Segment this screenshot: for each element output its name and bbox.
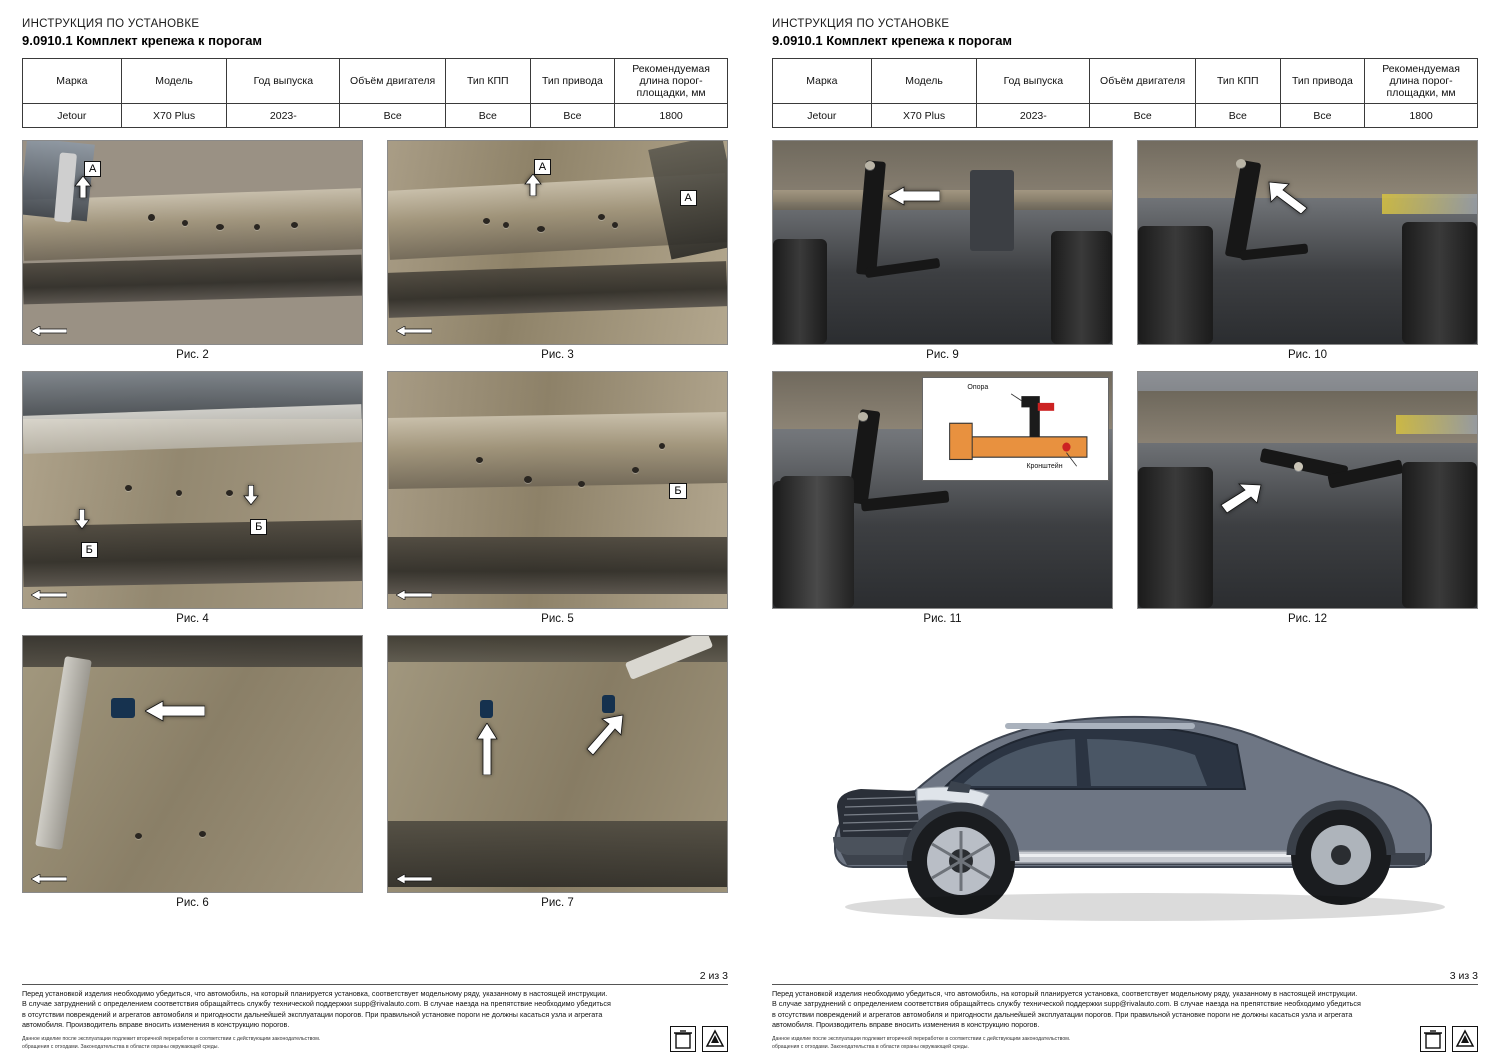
figure-12-image	[1137, 371, 1478, 609]
page-number-left: 2 из 3	[699, 969, 728, 982]
pointer-arrow-icon	[888, 186, 940, 206]
cell-length: 1800	[1365, 104, 1478, 128]
figure-9-image	[772, 140, 1113, 345]
pointer-arrow-icon	[585, 713, 625, 757]
col-header-length: Рекомендуемая длина порог-площадки, мм	[1365, 59, 1478, 104]
page-number-right: 3 из 3	[1449, 969, 1478, 982]
marker-label-b-2: Б	[250, 519, 267, 535]
legal-line-2: В случае затруднений с определением соответствия обращайтесь службу технической поддержки supp@rivalauto.com. В случае наезда на препятствие необходимо убедиться	[772, 999, 1361, 1009]
col-header-drive: Тип привода	[530, 59, 615, 104]
figure-9-caption: Рис. 9	[926, 349, 959, 362]
cell-gearbox: Все	[445, 104, 530, 128]
marker-label-a: А	[84, 161, 101, 177]
figures-grid-right	[772, 140, 1478, 625]
figure-9	[772, 140, 1113, 361]
figure-10-caption: Рис. 10	[1287, 349, 1328, 362]
cell-drive: Все	[530, 104, 615, 128]
document-header	[22, 18, 728, 48]
eco-icons-left	[670, 1026, 728, 1052]
legal-small-right	[772, 1036, 1238, 1052]
page-sheet-right	[750, 0, 1500, 1060]
document-kicker-right: ИНСТРУКЦИЯ ПО УСТАНОВКЕ	[772, 18, 950, 30]
recycle-bin-icon	[1420, 1026, 1446, 1052]
figures-grid-left	[22, 140, 728, 909]
legal-line-1: Перед установкой изделия необходимо убедиться, что автомобиль, на который планируется установка, соответствует модельному ряду, указанному в настоящей инструкции.	[772, 988, 1358, 998]
legal-small-line-2: обращения с отходами. Законодательства в области охраны окружающей среды.	[22, 1044, 219, 1051]
table-row	[773, 104, 1478, 128]
pointer-arrow-icon	[145, 700, 205, 722]
cell-engine: Все	[1090, 104, 1196, 128]
legal-line-4: автомобиля. Производитель вправе вносить изменения в конструкцию порогов.	[22, 1019, 290, 1029]
table-row	[23, 104, 728, 128]
figure-11-caption: Рис. 11	[923, 613, 962, 626]
figure-3-caption: Рис. 3	[541, 349, 574, 362]
vehicle-illustration	[772, 639, 1478, 939]
pointer-arrow-icon	[524, 174, 542, 196]
figure-3-image	[387, 140, 728, 345]
figure-row-4	[772, 140, 1478, 361]
col-header-year: Год выпуска	[977, 59, 1090, 104]
figure-6-caption: Рис. 6	[176, 897, 209, 910]
direction-arrow-icon	[31, 590, 67, 600]
cell-gearbox: Все	[1195, 104, 1280, 128]
legal-small-line-1: Данное изделие после эксплуатации подлежит вторичной переработке в соответствии с действующим законодательством.	[22, 1036, 321, 1043]
direction-arrow-icon	[31, 326, 67, 336]
col-header-gearbox: Тип КПП	[445, 59, 530, 104]
figure-row-3	[22, 635, 728, 909]
figure-5-caption: Рис. 5	[541, 613, 574, 626]
figure-4	[22, 371, 363, 625]
legal-line-2: В случае затруднений с определением соответствия обращайтесь службу технической поддержки supp@rivalauto.com. В случае наезда на препятствие необходимо убедиться	[22, 999, 611, 1009]
figure-12	[1137, 371, 1478, 625]
pointer-arrow-icon	[243, 485, 259, 505]
document-title: 9.0910.1 Комплект крепежа к порогам	[22, 33, 263, 48]
col-header-brand: Марка	[23, 59, 122, 104]
col-header-brand: Марка	[773, 59, 872, 104]
figure-4-image	[22, 371, 363, 609]
cell-model: X70 Plus	[871, 104, 977, 128]
pointer-arrow-icon	[476, 723, 498, 775]
legal-text-left	[22, 989, 643, 1031]
figure-11	[772, 371, 1113, 625]
cell-year: 2023-	[977, 104, 1090, 128]
footer-left	[22, 970, 728, 1052]
cell-model: X70 Plus	[121, 104, 227, 128]
figure-7	[387, 635, 728, 909]
figure-3	[387, 140, 728, 361]
col-header-engine: Объём двигателя	[1090, 59, 1196, 104]
legal-text-right	[772, 989, 1393, 1031]
pointer-arrow-icon	[74, 176, 92, 198]
figure-row-1	[22, 140, 728, 361]
cell-brand: Jetour	[773, 104, 872, 128]
direction-arrow-icon	[396, 326, 432, 336]
marker-label-a-2: А	[680, 190, 697, 206]
pointer-arrow-icon	[1219, 481, 1263, 515]
footer-right	[772, 970, 1478, 1052]
col-header-length: Рекомендуемая длина порог-площадки, мм	[615, 59, 728, 104]
marker-label-b: Б	[669, 483, 686, 499]
cell-year: 2023-	[227, 104, 340, 128]
cell-brand: Jetour	[23, 104, 122, 128]
table-header-row	[773, 59, 1478, 104]
marker-label-b-1: Б	[81, 542, 98, 558]
direction-arrow-icon	[31, 874, 67, 884]
inset-label-bracket: Кронштейн	[1026, 463, 1063, 471]
figure-10	[1137, 140, 1478, 361]
figure-row-5	[772, 371, 1478, 625]
direction-arrow-icon	[396, 874, 432, 884]
figure-7-caption: Рис. 7	[541, 897, 574, 910]
figure-12-caption: Рис. 12	[1287, 613, 1328, 626]
legal-line-3: в отсутствии повреждений и агрегатов автомобиля и пригодности дальнейшей эксплуатации порогов. При правильной установке пороги не должны касаться узла и агрегата	[22, 1009, 603, 1019]
legal-line-3: в отсутствии повреждений и агрегатов автомобиля и пригодности дальнейшей эксплуатации порогов. При правильной установке пороги не должны касаться узла и агрегата	[772, 1009, 1353, 1019]
vehicle-svg	[772, 639, 1478, 939]
col-header-year: Год выпуска	[227, 59, 340, 104]
spec-table-right	[772, 58, 1478, 128]
figure-11-image	[772, 371, 1113, 609]
figure-2	[22, 140, 363, 361]
document-kicker: ИНСТРУКЦИЯ ПО УСТАНОВКЕ	[22, 18, 200, 30]
figure-5	[387, 371, 728, 625]
cell-engine: Все	[340, 104, 446, 128]
document-header-right	[772, 18, 1478, 48]
col-header-engine: Объём двигателя	[340, 59, 446, 104]
col-header-model: Модель	[121, 59, 227, 104]
figure-4-caption: Рис. 4	[176, 613, 209, 626]
recycle-bin-icon	[670, 1026, 696, 1052]
recycle-triangle-icon	[1452, 1026, 1478, 1052]
pointer-arrow-icon	[1267, 178, 1309, 214]
figure-6	[22, 635, 363, 909]
recycle-triangle-icon	[702, 1026, 728, 1052]
legal-small-line-1: Данное изделие после эксплуатации подлежит вторичной переработке в соответствии с действующим законодательством.	[772, 1036, 1071, 1043]
document-title-right: 9.0910.1 Комплект крепежа к порогам	[772, 33, 1013, 48]
spec-table	[22, 58, 728, 128]
figure-5-image	[387, 371, 728, 609]
figure-2-caption: Рис. 2	[176, 349, 209, 362]
figure-2-image	[22, 140, 363, 345]
legal-line-1: Перед установкой изделия необходимо убедиться, что автомобиль, на который планируется установка, соответствует модельному ряду, указанному в настоящей инструкции.	[22, 988, 608, 998]
legal-line-4: автомобиля. Производитель вправе вносить изменения в конструкцию порогов.	[772, 1019, 1040, 1029]
figure-11-inset-diagram	[922, 377, 1108, 481]
table-header-row	[23, 59, 728, 104]
inset-label-support: Опора	[967, 384, 989, 392]
legal-small-line-2: обращения с отходами. Законодательства в области охраны окружающей среды.	[772, 1044, 969, 1051]
marker-label-a-1: А	[534, 159, 551, 175]
eco-icons-right	[1420, 1026, 1478, 1052]
col-header-drive: Тип привода	[1280, 59, 1365, 104]
cell-drive: Все	[1280, 104, 1365, 128]
figure-row-2	[22, 371, 728, 625]
figure-7-image	[387, 635, 728, 893]
pointer-arrow-icon	[74, 509, 90, 529]
figure-6-image	[22, 635, 363, 893]
col-header-gearbox: Тип КПП	[1195, 59, 1280, 104]
legal-small-left	[22, 1036, 488, 1052]
cell-length: 1800	[615, 104, 728, 128]
figure-10-image	[1137, 140, 1478, 345]
col-header-model: Модель	[871, 59, 977, 104]
direction-arrow-icon	[396, 590, 432, 600]
